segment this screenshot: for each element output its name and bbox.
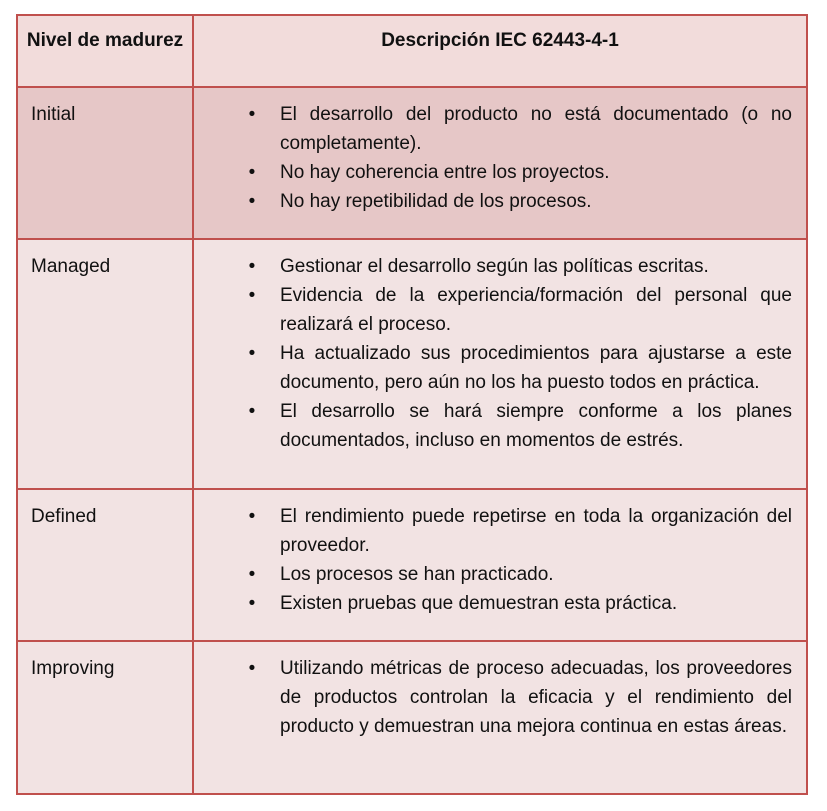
table-header-row — [17, 15, 807, 87]
bullet-icon: • — [248, 658, 256, 679]
table-row-initial — [17, 87, 807, 239]
list-item — [194, 100, 792, 158]
list-item — [194, 654, 792, 741]
bullet-icon: • — [248, 104, 256, 125]
list-item-text: No hay coherencia entre los proyectos. — [280, 162, 610, 183]
description-list — [194, 654, 792, 741]
list-item — [194, 397, 792, 455]
header-description: Descripción IEC 62443-4-1 — [193, 15, 807, 87]
bullet-icon: • — [248, 564, 256, 585]
description-list — [194, 100, 792, 216]
maturity-table-container — [16, 14, 806, 795]
bullet-icon: • — [248, 256, 256, 277]
bullet-icon: • — [248, 162, 256, 183]
list-item-text: El desarrollo se hará siempre conforme a los planes documentados, incluso en momentos de estrés. — [280, 401, 792, 451]
description-list — [194, 502, 792, 618]
level-cell: Improving — [17, 641, 193, 794]
maturity-levels-table — [16, 14, 808, 795]
list-item — [194, 252, 792, 281]
list-item — [194, 339, 792, 397]
list-item-text: Ha actualizado sus procedimientos para ajustarse a este documento, pero aún no los ha puesto todos en práctica. — [280, 343, 792, 393]
list-item-text: No hay repetibilidad de los procesos. — [280, 191, 592, 212]
list-item — [194, 281, 792, 339]
list-item-text: El desarrollo del producto no está documentado (o no completamente). — [280, 104, 792, 154]
bullet-icon: • — [248, 593, 256, 614]
level-cell: Defined — [17, 489, 193, 641]
description-cell — [193, 87, 807, 239]
level-cell: Managed — [17, 239, 193, 489]
description-cell — [193, 239, 807, 489]
level-cell: Initial — [17, 87, 193, 239]
description-cell — [193, 489, 807, 641]
header-maturity-level: Nivel de madurez — [17, 15, 193, 87]
bullet-icon: • — [248, 343, 256, 364]
bullet-icon: • — [248, 285, 256, 306]
bullet-icon: • — [248, 401, 256, 422]
bullet-icon: • — [248, 506, 256, 527]
list-item — [194, 502, 792, 560]
bullet-icon: • — [248, 191, 256, 212]
list-item-text: Gestionar el desarrollo según las políticas escritas. — [280, 256, 709, 277]
list-item — [194, 560, 792, 589]
table-row-defined — [17, 489, 807, 641]
table-row-improving — [17, 641, 807, 794]
table-row-managed — [17, 239, 807, 489]
list-item — [194, 589, 792, 618]
list-item-text: Utilizando métricas de proceso adecuadas, los proveedores de productos controlan la eficacia y el rendimiento del producto y demuestran una mejora continua en estas áreas. — [280, 658, 792, 737]
list-item-text: Evidencia de la experiencia/formación del personal que realizará el proceso. — [280, 285, 792, 335]
list-item — [194, 158, 792, 187]
list-item-text: El rendimiento puede repetirse en toda la organización del proveedor. — [280, 506, 792, 556]
list-item-text: Los procesos se han practicado. — [280, 564, 554, 585]
list-item-text: Existen pruebas que demuestran esta práctica. — [280, 593, 678, 614]
description-cell — [193, 641, 807, 794]
description-list — [194, 252, 792, 455]
list-item — [194, 187, 792, 216]
